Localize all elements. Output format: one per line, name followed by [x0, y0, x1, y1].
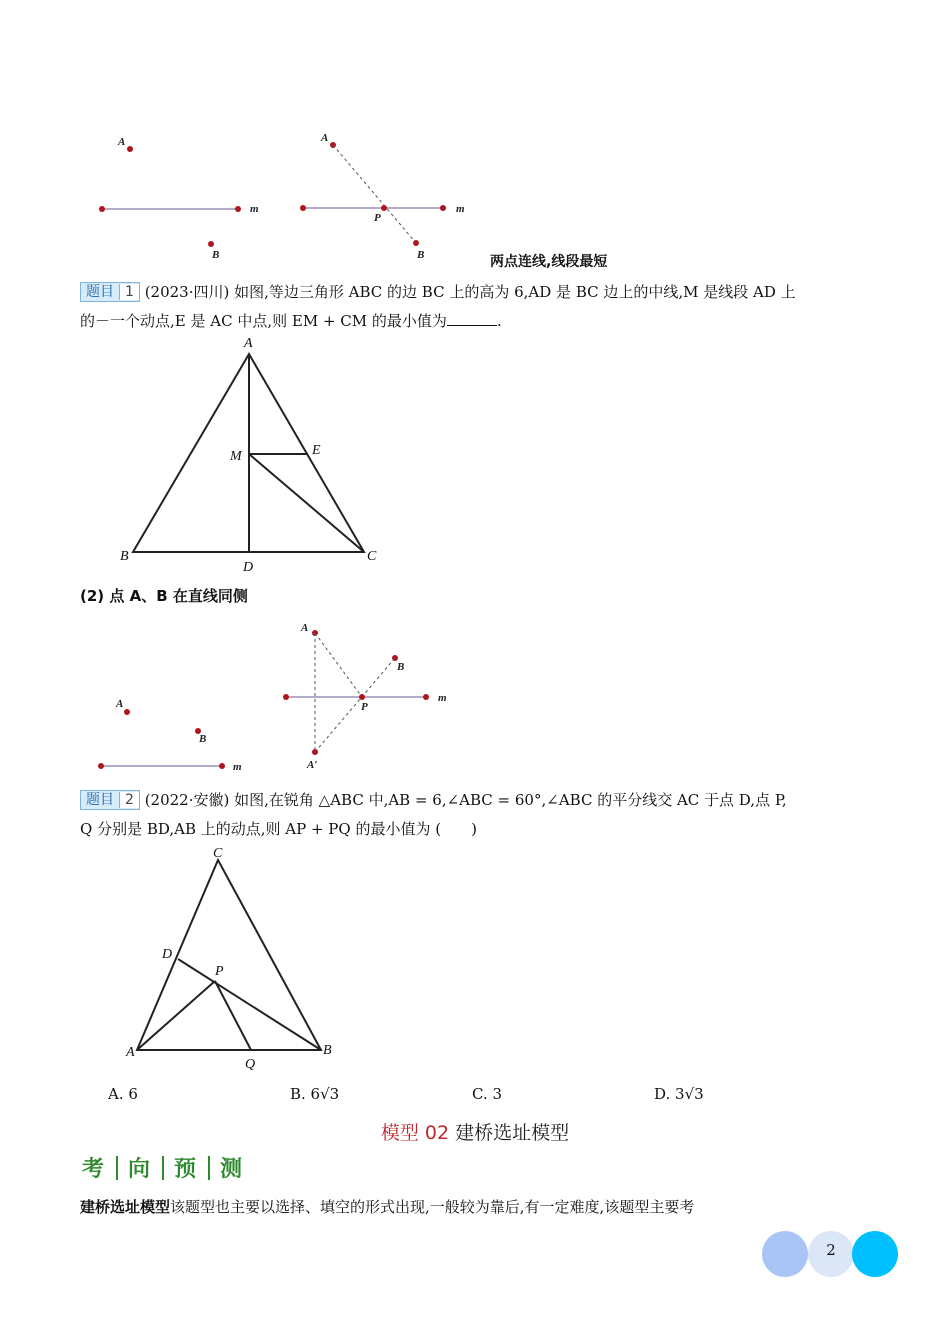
label-B: B — [397, 661, 405, 673]
line-endpoint — [283, 694, 289, 700]
label-B: B — [199, 733, 207, 745]
answer-blank — [447, 311, 497, 326]
point-A — [124, 709, 130, 715]
label-A: A — [118, 136, 126, 148]
label-P: P — [215, 964, 224, 979]
point-Aprime — [312, 749, 318, 755]
label-D: D — [162, 947, 173, 962]
label-E: E — [312, 443, 321, 458]
line-endpoint — [99, 206, 105, 212]
line-endpoint — [235, 206, 241, 212]
label-A: A — [126, 1045, 135, 1060]
figure-problem-2 — [110, 840, 350, 1075]
label-Aprime: A′ — [307, 759, 318, 771]
segment-AP-dashed — [315, 633, 362, 697]
label-B: B — [120, 549, 129, 564]
segment-PQ — [215, 981, 251, 1050]
option-d[interactable]: D. 3√3 — [654, 1085, 704, 1103]
label-P: P — [374, 212, 381, 224]
problem-1-line1: (2023·四川) 如图,等边三角形 ABC 的边 BC 上的高为 6,AD 是 BC 边上的中线,M 是线段 AD 上 — [144, 283, 796, 301]
figure-opposite-sides — [0, 120, 520, 270]
figure-problem-1 — [110, 330, 410, 580]
intro-bold: 建桥选址模型 — [80, 1198, 171, 1216]
model-number: 模型 02 — [380, 1122, 450, 1144]
line-endpoint — [98, 763, 104, 769]
point-A — [127, 146, 133, 152]
page-circle-left — [762, 1231, 808, 1277]
option-c[interactable]: C. 3 — [472, 1085, 503, 1103]
segment-AprimeB-dashed — [315, 658, 395, 752]
intro-text: 该题型也主要以选择、填空的形式出现,一般较为靠后,有一定难度,该题型主要考 — [170, 1198, 695, 1216]
segment-AB-dashed — [333, 145, 416, 243]
label-m: m — [438, 692, 447, 704]
label-A: A — [301, 622, 309, 634]
line-endpoint — [219, 763, 225, 769]
page-circle-right — [852, 1231, 898, 1277]
point-P — [381, 205, 387, 211]
label-D: D — [243, 560, 254, 575]
figure-same-side — [0, 615, 520, 775]
problem-2-line2: Q 分别是 BD,AB 上的动点,则 AP + PQ 的最小值为 ( ) — [80, 820, 477, 838]
figure-caption: 两点连线,线段最短 — [490, 254, 608, 270]
line-endpoint — [300, 205, 306, 211]
point-P — [359, 694, 365, 700]
problem-1-tag: 题目 1 — [80, 282, 140, 302]
label-A: A — [321, 132, 329, 144]
intro-paragraph — [80, 1193, 694, 1222]
problem-2-line1: (2022·安徽) 如图,在锐角 △ABC 中,AB = 6,∠ABC = 60°,∠ABC 的平分线交 AC 于点 D,点 P, — [144, 791, 787, 809]
label-P: P — [361, 701, 368, 713]
problem-2-tag: 题目 2 — [80, 790, 140, 810]
label-C: C — [367, 549, 377, 564]
label-B: B — [212, 249, 220, 261]
label-A: A — [116, 698, 124, 710]
model-title — [0, 1118, 950, 1145]
page-number: 2 — [826, 1241, 836, 1259]
label-A: A — [244, 336, 253, 351]
label-B: B — [323, 1043, 332, 1058]
label-Q: Q — [245, 1057, 256, 1072]
label-m: m — [233, 761, 242, 773]
label-M: M — [230, 449, 242, 464]
segment-MC — [249, 454, 364, 552]
segment-AP — [137, 981, 215, 1050]
label-B: B — [417, 249, 425, 261]
section-heading-exam-trends: 考 向 预 测 — [82, 1157, 245, 1182]
problem-1-text: 题目 1 (2023·四川) 如图,等边三角形 ABC 的边 BC 上的高为 6,AD 是 BC 边上的中线,M 是线段 AD 上 的－一个动点,E 是 AC 中点,则 EM + CM 的最小值为 . — [80, 283, 796, 330]
segment-BD — [178, 959, 321, 1050]
line-endpoint — [423, 694, 429, 700]
point-B — [208, 241, 214, 247]
option-a[interactable]: A. 6 — [108, 1085, 138, 1103]
problem-1-line2: 的－一个动点,E 是 AC 中点,则 EM + CM 的最小值为 — [80, 312, 447, 330]
point-B — [413, 240, 419, 246]
label-m: m — [456, 203, 465, 215]
label-m: m — [250, 203, 259, 215]
problem-2-text — [80, 786, 880, 844]
option-b[interactable]: B. 6√3 — [290, 1085, 340, 1103]
label-C: C — [213, 846, 223, 861]
model-name: 建桥选址模型 — [449, 1122, 570, 1144]
line-endpoint — [440, 205, 446, 211]
section-2-heading: (2) 点 A、B 在直线同侧 — [80, 587, 248, 605]
